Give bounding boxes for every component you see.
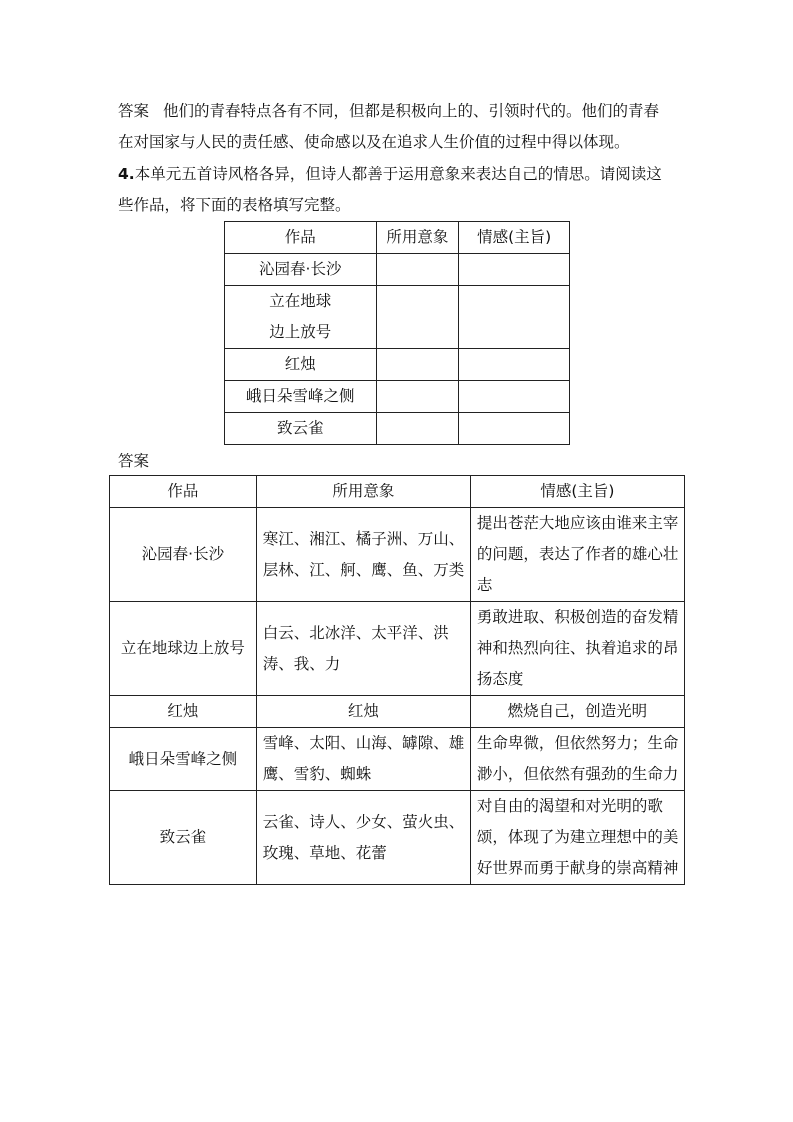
blank-table [224, 221, 570, 445]
header-work: 作品 [110, 476, 257, 508]
blank-table-header [225, 222, 570, 254]
table-row [225, 286, 570, 349]
table-row [110, 728, 685, 791]
work-cell: 沁园春·长沙 [225, 254, 377, 286]
blank-cell [459, 381, 570, 413]
table-row [110, 602, 685, 696]
work-cell-line-1: 立在地球 [269, 292, 332, 310]
work-cell-line-2: 边上放号 [269, 323, 332, 341]
question-line-2 [118, 190, 351, 220]
work-cell: 立在地球边上放号 [110, 602, 257, 696]
question-text-2: 些作品，将下面的表格填写完整。 [118, 196, 351, 214]
imagery-cell: 白云、北冰洋、太平洋、洪涛、我、力 [256, 602, 470, 696]
header-work: 作品 [225, 222, 377, 254]
work-cell: 沁园春·长沙 [110, 508, 257, 602]
header-emotion: 情感(主旨) [470, 476, 684, 508]
question-text-1: 本单元五首诗风格各异，但诗人都善于运用意象来表达自己的情思。请阅读这 [134, 165, 662, 183]
work-cell: 致云雀 [110, 791, 257, 885]
imagery-cell: 寒江、湘江、橘子洲、万山、层林、江、舸、鹰、鱼、万类 [256, 508, 470, 602]
blank-cell [459, 286, 570, 349]
blank-cell [376, 286, 459, 349]
answer-table-header [110, 476, 685, 508]
imagery-cell: 云雀、诗人、少女、萤火虫、玫瑰、草地、花蕾 [256, 791, 470, 885]
intro-text-2: 在对国家与人民的责任感、使命感以及在追求人生价值的过程中得以体现。 [118, 133, 630, 151]
blank-cell [376, 381, 459, 413]
blank-cell [376, 413, 459, 445]
table-row [110, 791, 685, 885]
answer-label-2: 答案 [118, 452, 150, 470]
work-cell: 峨日朵雪峰之侧 [225, 381, 377, 413]
answer-label: 答案 [118, 102, 150, 120]
question-line-1 [118, 159, 662, 189]
emotion-cell: 对自由的渴望和对光明的歌颂，体现了为建立理想中的美好世界而勇于献身的崇高精神 [470, 791, 684, 885]
header-emotion: 情感(主旨) [459, 222, 570, 254]
intro-line-2 [118, 127, 630, 157]
table-row [225, 381, 570, 413]
intro-line-1 [118, 96, 659, 126]
blank-cell [376, 349, 459, 381]
blank-cell [459, 254, 570, 286]
question-number: 4. [118, 165, 135, 183]
emotion-cell: 勇敢进取、积极创造的奋发精神和热烈向往、执着追求的昂扬态度 [470, 602, 684, 696]
intro-text-1: 他们的青春特点各有不同，但都是积极向上的、引领时代的。他们的青春 [163, 102, 660, 120]
header-imagery: 所用意象 [376, 222, 459, 254]
work-cell: 红烛 [225, 349, 377, 381]
work-cell: 红烛 [110, 696, 257, 728]
answer-table [109, 475, 685, 885]
work-cell: 致云雀 [225, 413, 377, 445]
table-row [225, 413, 570, 445]
header-imagery: 所用意象 [256, 476, 470, 508]
emotion-cell: 生命卑微，但依然努力；生命渺小，但依然有强劲的生命力 [470, 728, 684, 791]
work-cell: 峨日朵雪峰之侧 [110, 728, 257, 791]
table-row [110, 696, 685, 728]
imagery-cell: 雪峰、太阳、山海、罅隙、雄鹰、雪豹、蜘蛛 [256, 728, 470, 791]
imagery-cell: 红烛 [256, 696, 470, 728]
answer-label-line [118, 446, 149, 476]
emotion-cell: 燃烧自己，创造光明 [470, 696, 684, 728]
blank-cell [376, 254, 459, 286]
table-row [225, 254, 570, 286]
work-cell [225, 286, 377, 349]
blank-cell [459, 349, 570, 381]
table-row [110, 508, 685, 602]
emotion-cell: 提出苍茫大地应该由谁来主宰的问题，表达了作者的雄心壮志 [470, 508, 684, 602]
blank-cell [459, 413, 570, 445]
table-row [225, 349, 570, 381]
